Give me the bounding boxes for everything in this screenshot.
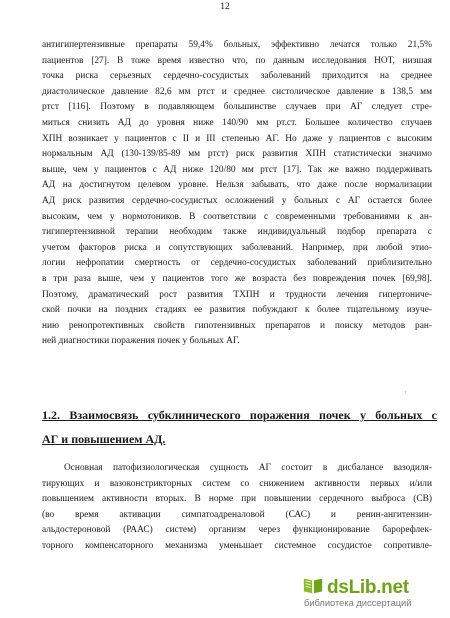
stray-mark: · [404,388,407,397]
text-line: тигипертензивной терапии необходим также индивидуальный подбор препарата с [42,227,432,238]
watermark-caption: библиотека диссертаций [304,598,412,608]
text-line: логии нефропатии смертность от сердечно-сосудистых заболеваний приблизительно [42,258,432,269]
text-line: диастолическое давление 82,6 мм ртст и среднее систолическое давление в 138,5 мм [42,86,432,97]
paragraph-1 [42,38,432,350]
text-line: выше, чем у пациентов с АД ниже 120/80 мм ртст [17]. Так же важно поддерживать [42,164,432,175]
section-heading-line: АГ и повышением АД. [42,432,166,446]
text-line: повышением активности вторых. В норме при повышении сердечного выброса (СВ) [42,494,432,505]
text-line: (во время активации симпатоадреналовой (САС) и ренин-ангитензин- [42,509,432,520]
watermark[interactable] [300,574,448,618]
text-line: Поэтому, драматический рост развития ТХПН и трудности лечения гипертониче- [42,289,432,300]
text-line: учетом факторов риска и сопутствующих заболеваний. Например, при любой этио- [42,242,432,253]
text-line: миться снизить АД до уровня ниже 140/90 мм рт.ст. Большее количество случаев [42,117,432,128]
text-line: пациентов [27]. В тоже время известно что, по данным исследования НОТ, низшая [42,55,432,66]
text-line: ХПН возникает у пациентов с II и III степенью АГ. Но даже у пациентов с высоким [42,133,432,144]
text-line: ской почки на поздних стадиях ее развития побуждают к более тщательному изуче- [42,305,432,316]
text-line: ней диагностики поражения почек у больных АГ. [42,336,240,347]
section-heading [42,403,437,451]
text-line: в три раза выше, чем у пациентов того же возраста без повреждения почек [69,98]. [42,273,432,284]
text-line: антигипертензивные препараты 59,4% больных, эффективно лечатся только 21,5% [42,40,432,50]
text-line: нию ренопротективных свойств гипотензивных препаратов и поиску методов ран- [42,320,432,331]
text-line: высоким, чем у нормотоников. В соответствии с современными требованиями к ан- [42,211,432,222]
open-book-icon [302,574,327,601]
watermark-logo[interactable] [302,574,409,601]
text-line: альдостероновой (РААС) систем) организм через функционирование барорефлек- [42,525,432,536]
section-heading-line: 1.2. Взаимосвязь субклинического поражения почек у больных с [42,408,437,422]
watermark-domain[interactable]: dsLib.net [327,576,409,598]
page-number: 12 [220,2,230,12]
text-line: торного компенсаторного механизма уменьшает системное сосудистое сопротивле- [42,540,432,551]
text-line: Основная патофизиологическая сущность АГ состоит в дисбалансе вазодиля- [64,463,432,473]
text-line: нормальным АД (130-139/85-89 мм ртст) риск развития ХПН статистически значимо [42,149,432,160]
text-line: АД на достигнутом целевом уровне. Нельзя забывать, что даже после нормализации [42,180,432,191]
paragraph-2 [42,461,432,555]
text-line: ртст [116]. Поэтому в подавляющем большинстве случаев при АГ следует стре- [42,102,432,113]
text-line: тирующих и вазоконстрикторных систем со снижением активности первых и/или [42,478,432,489]
text-line: АД риск развития сердечно-сосудистых осложнений у больных с АГ остается более [42,195,432,206]
text-line: точка риска серьезных сердечно-сосудистых заболеваний приходится на среднее [42,71,432,82]
